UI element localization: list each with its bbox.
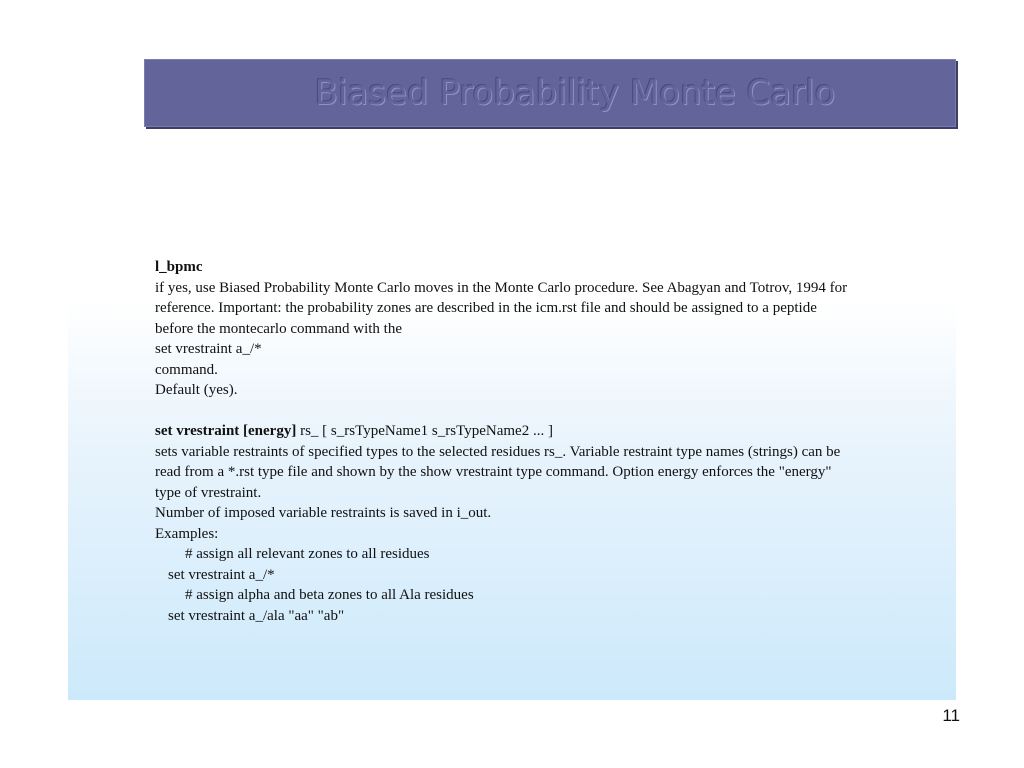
section1-line-6: Default (yes).: [155, 382, 238, 398]
spacer: [155, 401, 955, 422]
section2-line-5: Examples:: [155, 525, 219, 542]
title-bar: [144, 59, 956, 127]
section1-line-5: command.: [155, 361, 218, 378]
section2-heading-bold: set vrestraint [energy]: [155, 423, 297, 439]
section2-line-1: sets variable restraints of specified types to the selected residues rs_. Variable restraint type names (strings) can be: [155, 443, 841, 460]
example-command-1: set vrestraint a_/*: [168, 566, 275, 583]
section1-line-1: if yes, use Biased Probability Monte Carlo moves in the Monte Carlo procedure. See Abagyan and Totrov, 1994 for: [155, 279, 848, 296]
example-command-2: set vrestraint a_/ala "aa" "ab": [168, 607, 345, 624]
section2-line-4: Number of imposed variable restraints is saved in i_out.: [155, 505, 492, 521]
section2-line-3: type of vrestraint.: [155, 484, 262, 501]
section1-line-3: before the montecarlo command with the: [155, 320, 402, 337]
section2-heading: [155, 421, 955, 442]
section1-line-2: reference. Important: the probability zones are described in the icm.rst file and should be assigned to a peptide: [155, 300, 817, 316]
example-comment-2: # assign alpha and beta zones to all Ala residues: [185, 587, 474, 603]
section1-line-4: set vrestraint a_/*: [155, 341, 262, 357]
section2-heading-rest: rs_ [ s_rsTypeName1 s_rsTypeName2 ... ]: [296, 423, 553, 439]
example-comment-1: # assign all relevant zones to all residues: [185, 546, 430, 562]
page-number: 11: [942, 706, 960, 725]
section1-heading: l_bpmc: [155, 259, 203, 275]
section2-line-2: read from a *.rst type file and shown by the show vrestraint type command. Option energy enforces the "energy": [155, 464, 832, 480]
slide-body: [155, 257, 955, 626]
slide-title: Biased Probability Monte Carlo: [314, 73, 836, 113]
